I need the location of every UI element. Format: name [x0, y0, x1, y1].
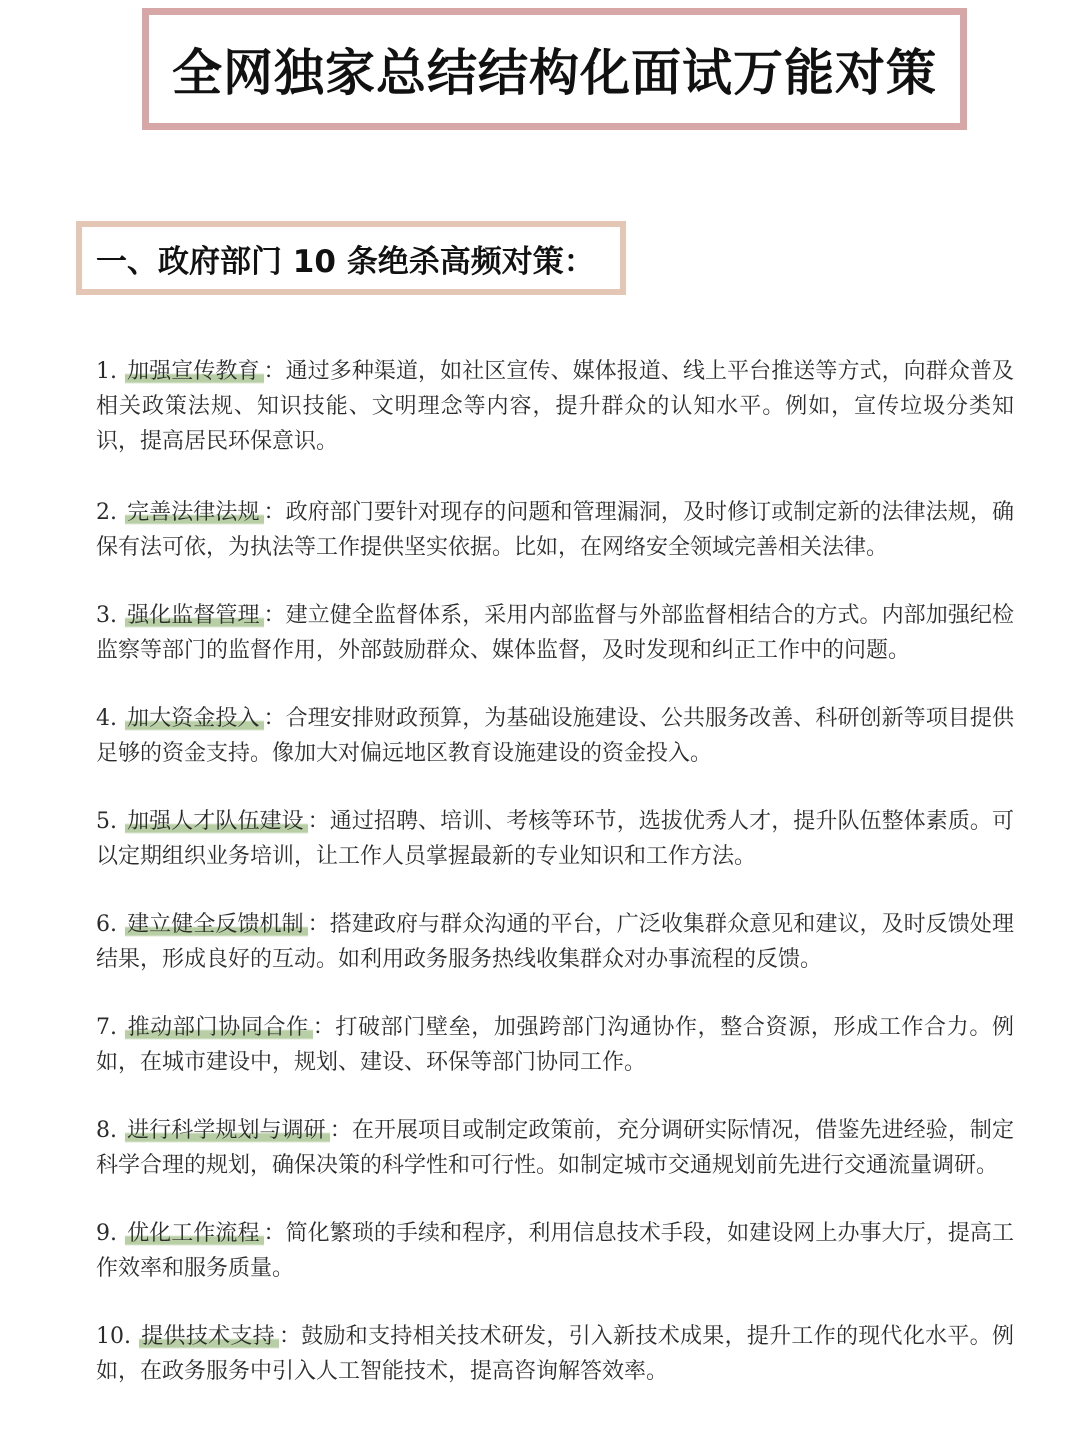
item-number: 9. — [96, 1221, 117, 1246]
item-text: 鼓励和支持相关技术研发，引入新技术成果，提升工作的现代化水平。例如，在政务服务中引入人工智能技术，提高咨询解答效率。 — [96, 1324, 1014, 1384]
list-item — [96, 1319, 1014, 1389]
item-separator: ： — [329, 1118, 352, 1143]
list-item — [96, 495, 1014, 565]
item-text: 搭建政府与群众沟通的平台，广泛收集群众意见和建议，及时反馈处理结果，形成良好的互动。如利用政务服务热线收集群众对办事流程的反馈。 — [96, 912, 1014, 972]
item-keyword: 进行科学规划与调研 — [125, 1118, 330, 1143]
item-separator: ： — [263, 1221, 286, 1246]
item-number: 8. — [96, 1118, 117, 1143]
item-separator: ： — [263, 706, 286, 731]
item-number: 4. — [96, 706, 117, 731]
list-item — [96, 1216, 1014, 1286]
item-keyword: 加大资金投入 — [125, 706, 264, 731]
item-separator: ： — [307, 809, 330, 834]
item-keyword: 加强宣传教育 — [125, 359, 264, 384]
strategy-list — [96, 354, 1014, 1389]
item-separator: ： — [263, 603, 286, 628]
item-text: 通过招聘、培训、考核等环节，选拔优秀人才，提升队伍整体素质。可以定期组织业务培训，让工作人员掌握最新的专业知识和工作方法。 — [96, 809, 1014, 869]
item-keyword: 建立健全反馈机制 — [125, 912, 308, 937]
item-text: 合理安排财政预算，为基础设施建设、公共服务改善、科研创新等项目提供足够的资金支持。像加大对偏远地区教育设施建设的资金投入。 — [96, 706, 1014, 766]
list-item — [96, 598, 1014, 668]
item-number: 5. — [96, 809, 117, 834]
item-keyword: 完善法律法规 — [125, 500, 264, 525]
item-separator: ： — [278, 1324, 302, 1349]
section-heading-box — [76, 221, 626, 295]
item-number: 6. — [96, 912, 117, 937]
item-text: 在开展项目或制定政策前，充分调研实际情况，借鉴先进经验，制定科学合理的规划，确保决策的科学性和可行性。如制定城市交通规划前先进行交通流量调研。 — [96, 1118, 1014, 1178]
list-item — [96, 804, 1014, 874]
item-separator: ： — [307, 912, 330, 937]
item-separator: ： — [263, 359, 286, 384]
list-item — [96, 1113, 1014, 1183]
page-title: 全网独家总结结构化面试万能对策 — [172, 44, 937, 102]
item-number: 2. — [96, 500, 117, 525]
item-text: 通过多种渠道，如社区宣传、媒体报道、线上平台推送等方式，向群众普及相关政策法规、知识技能、文明理念等内容，提升群众的认知水平。例如，宣传垃圾分类知识，提高居民环保意识。 — [96, 359, 1014, 454]
item-number: 7. — [96, 1015, 117, 1040]
list-item — [96, 354, 1014, 459]
item-keyword: 提供技术支持 — [139, 1324, 279, 1349]
title-box — [142, 8, 967, 130]
list-item — [96, 1010, 1014, 1080]
section-heading: 一、政府部门 10 条绝杀高频对策： — [96, 243, 595, 280]
item-keyword: 推动部门协同合作 — [125, 1015, 313, 1040]
item-text: 打破部门壁垒，加强跨部门沟通协作，整合资源，形成工作合力。例如，在城市建设中，规划、建设、环保等部门协同工作。 — [96, 1015, 1014, 1075]
item-text: 政府部门要针对现存的问题和管理漏洞，及时修订或制定新的法律法规，确保有法可依，为执法等工作提供坚实依据。比如，在网络安全领域完善相关法律。 — [96, 500, 1014, 560]
item-keyword: 优化工作流程 — [125, 1221, 264, 1246]
item-keyword: 加强人才队伍建设 — [125, 809, 308, 834]
list-item — [96, 907, 1014, 977]
item-number: 10. — [96, 1324, 131, 1349]
item-separator: ： — [263, 500, 286, 525]
item-text: 简化繁琐的手续和程序，利用信息技术手段，如建设网上办事大厅，提高工作效率和服务质量。 — [96, 1221, 1014, 1281]
list-item — [96, 701, 1014, 771]
item-number: 3. — [96, 603, 117, 628]
item-text: 建立健全监督体系，采用内部监督与外部监督相结合的方式。内部加强纪检监察等部门的监督作用，外部鼓励群众、媒体监督，及时发现和纠正工作中的问题。 — [96, 603, 1014, 663]
item-number: 1. — [96, 359, 117, 384]
item-separator: ： — [312, 1015, 336, 1040]
item-keyword: 强化监督管理 — [125, 603, 264, 628]
